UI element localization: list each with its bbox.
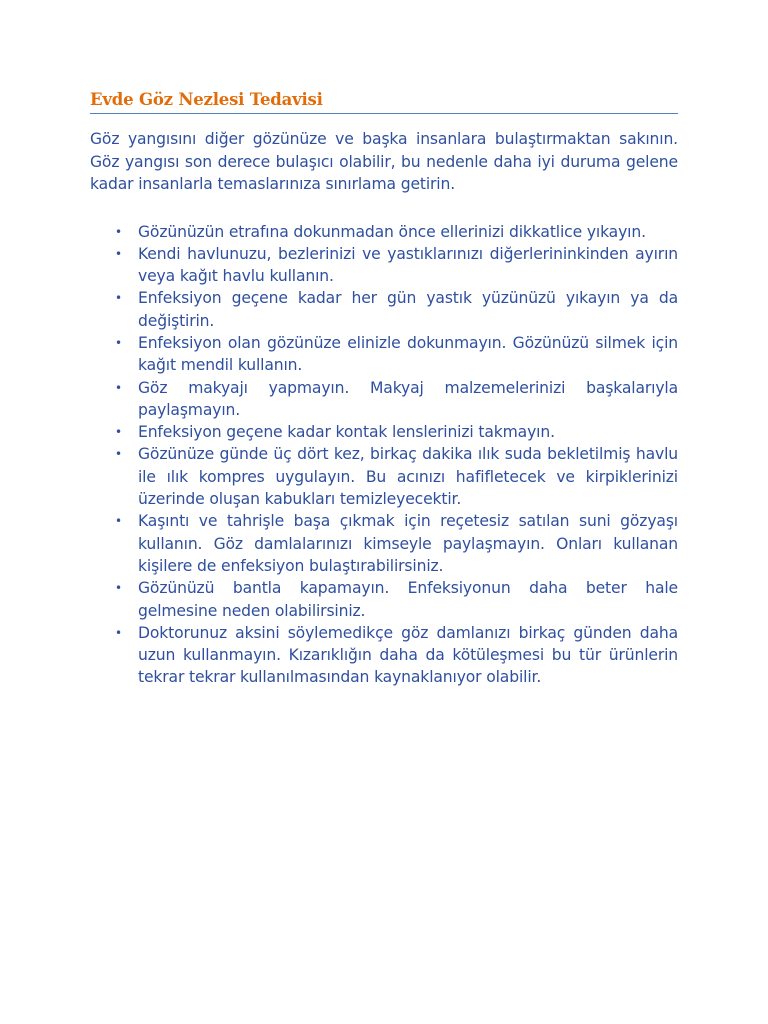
- document-body: [90, 88, 678, 689]
- tips-list: [90, 221, 678, 689]
- bullet-icon: •: [115, 447, 122, 462]
- list-item: [90, 577, 678, 622]
- list-item-text: Enfeksiyon geçene kadar her gün yastık yüzünüzü yıkayın ya da değiştirin.: [138, 289, 678, 330]
- bullet-icon: •: [115, 224, 122, 239]
- list-item-text: Göz makyajı yapmayın. Makyaj malzemelerinizi başkalarıyla paylaşmayın.: [138, 378, 678, 419]
- list-item-text: Enfeksiyon geçene kadar kontak lenslerinizi takmayın.: [138, 423, 555, 442]
- bullet-icon: •: [115, 335, 122, 350]
- bullet-icon: •: [115, 425, 122, 440]
- list-item-text: Gözünüzün etrafına dokunmadan önce ellerinizi dikkatlice yıkayın.: [138, 222, 646, 241]
- list-item: [90, 332, 678, 377]
- list-item-text: Gözünüzü bantla kapamayın. Enfeksiyonun daha beter hale gelmesine neden olabilirsiniz.: [138, 579, 678, 620]
- bullet-icon: •: [115, 246, 122, 261]
- list-item-text: Gözünüze günde üç dört kez, birkaç dakika ılık suda bekletilmiş havlu ile ılık kompres uygulayın. Bu acınızı hafifletecek ve kirpiklerinizi üzerinde oluşan kabukları temizleyecektir.: [138, 445, 678, 509]
- bullet-icon: •: [115, 380, 122, 395]
- list-item: [90, 622, 678, 689]
- list-item-text: Kendi havlunuzu, bezlerinizi ve yastıklarınızı diğerlerininkinden ayırın veya kağıt havlu kullanın.: [138, 244, 678, 286]
- list-item: [90, 510, 678, 577]
- bullet-icon: •: [115, 581, 122, 596]
- list-item: [90, 243, 678, 288]
- bullet-icon: •: [115, 625, 122, 640]
- bullet-icon: •: [115, 291, 122, 306]
- list-item: [90, 377, 678, 422]
- list-item: [90, 287, 678, 332]
- list-item-text: Doktorunuz aksini söylemedikçe göz damlanızı birkaç günden daha uzun kullanmayın. Kızarıklığın daha da kötüleşmesi bu tür ürünlerin tekrar tekrar kullanılmasından kaynaklanıyor olabilir.: [138, 623, 678, 687]
- list-item-text: Enfeksiyon olan gözünüze elinizle dokunmayın. Gözünüzü silmek için kağıt mendil kullanın.: [138, 333, 678, 375]
- list-item-text: Kaşıntı ve tahrişle başa çıkmak için reçetesiz satılan suni gözyaşı kullanın. Göz damlalarınızı kimseyle paylaşmayın. Onları kullanan kişilere de enfeksiyon bulaştırabilirsiniz.: [138, 512, 678, 575]
- list-item: [90, 421, 678, 443]
- document-title: Evde Göz Nezlesi Tedavisi: [90, 88, 678, 114]
- list-item: [90, 443, 678, 510]
- list-item: [90, 221, 678, 243]
- intro-paragraph: Göz yangısını diğer gözünüze ve başka insanlara bulaştırmaktan sakının. Göz yangısı son derece bulaşıcı olabilir, bu nedenle daha iyi duruma gelene kadar insanlarla temaslarınıza sınırlama getirin.: [90, 130, 678, 193]
- bullet-icon: •: [115, 514, 122, 529]
